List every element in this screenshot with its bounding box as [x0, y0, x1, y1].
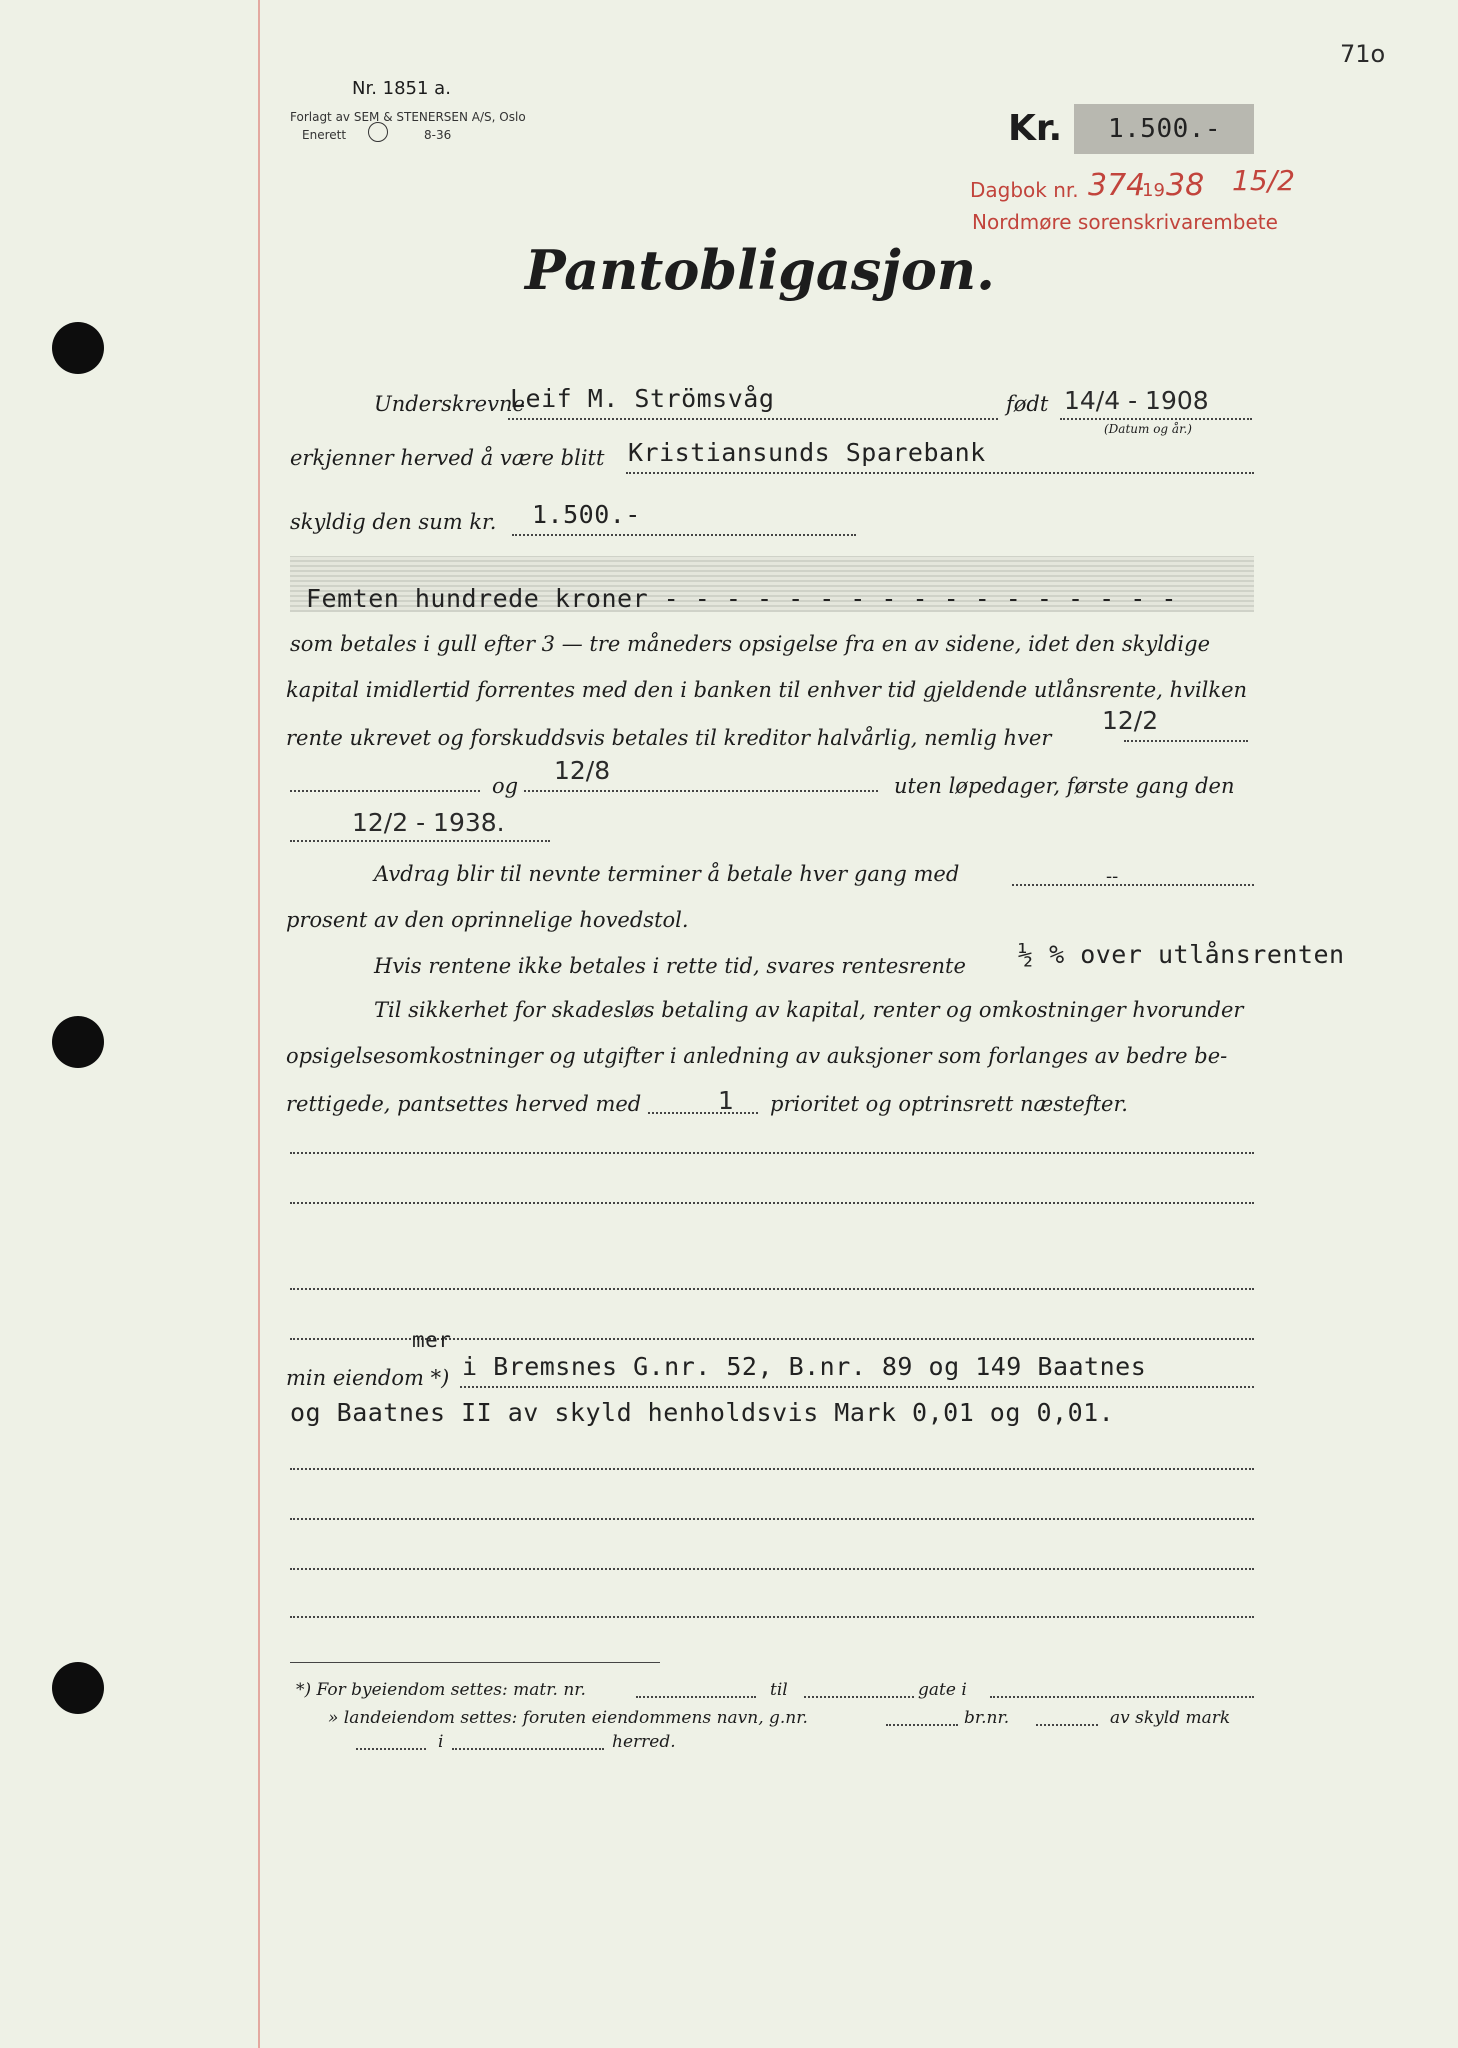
blank-line: [290, 1152, 1254, 1154]
footnote-line-2c: av skyld mark: [1110, 1708, 1231, 1728]
penalty-interest-value: ½ % over utlånsrenten: [1018, 940, 1345, 969]
footnote-line-1a: *) For byeiendom settes: matr. nr.: [296, 1680, 586, 1700]
first-payment-date: 12/2 - 1938.: [352, 808, 505, 837]
born-value: 14/4 - 1908: [1064, 386, 1209, 415]
body-line-1: som betales i gull efter 3 — tre måneders opsigelse fra en av sidene, idet den skyldige: [290, 632, 1211, 656]
first-payment-dotline: [290, 840, 550, 842]
stamp-year-prefix: 19: [1142, 180, 1165, 201]
stamp-dagbok-label: Dagbok nr.: [970, 178, 1079, 202]
footnote-dotline: [356, 1748, 426, 1750]
amount-label: Kr.: [1008, 108, 1063, 149]
body-line-4-tail: uten løpedager, første gang den: [894, 774, 1235, 798]
sum-label: skyldig den sum kr.: [290, 510, 497, 534]
punch-hole-bottom: [52, 1662, 104, 1714]
publisher-line: Forlagt av SEM & STENERSEN A/S, Oslo: [290, 110, 526, 124]
priority-value: 1: [718, 1086, 734, 1115]
property-line-2: og Baatnes II av skyld henholdsvis Mark 0,01 og 0,01.: [290, 1398, 1115, 1427]
undersigned-dotline: [508, 418, 998, 420]
footnote-line-2a: » landeiendom settes: foruten eiendommens navn, g.nr.: [328, 1708, 808, 1728]
footnote-line-3b: herred.: [612, 1732, 676, 1752]
avdrag-dotline: [1012, 884, 1254, 886]
term-1-dotline: [1124, 740, 1248, 742]
sum-value: 1.500.-: [532, 500, 641, 529]
footnote-line-1c: gate i: [918, 1680, 967, 1700]
stamp-dagbok-number: 374: [1088, 168, 1146, 203]
blank-line: [290, 1202, 1254, 1204]
penalty-interest-text: Hvis rentene ikke betales i rette tid, svares rentesrente: [374, 954, 966, 978]
footnote-dotline: [636, 1696, 756, 1698]
creditor-value: Kristiansunds Sparebank: [628, 438, 986, 467]
born-dotline: [1060, 418, 1252, 420]
term-line-lead-dotline: [290, 790, 480, 792]
born-note: (Datum og år.): [1104, 422, 1192, 436]
footnote-dotline: [804, 1696, 914, 1698]
footnote-rule: [290, 1662, 660, 1663]
term-1-value: 12/2: [1102, 706, 1159, 735]
property-line-1: i Bremsnes G.nr. 52, B.nr. 89 og 149 Baatnes: [462, 1352, 1147, 1381]
born-label: født: [1006, 392, 1049, 416]
body-line-3: rente ukrevet og forskuddsvis betales til kreditor halvårlig, nemlig hver: [286, 726, 1052, 750]
body-line-2: kapital imidlertid forrentes med den i banken til enhver tid gjeldende utlånsrente, hvilken: [286, 678, 1248, 702]
blank-line: [290, 1616, 1254, 1618]
undersigned-label: Underskrevne: [374, 392, 525, 416]
security-line-3b: prioritet og optrinsrett næstefter.: [770, 1092, 1128, 1116]
page-number: 71o: [1340, 40, 1386, 68]
property-label: min eiendom *): [286, 1366, 450, 1390]
priority-dotline: [648, 1112, 758, 1114]
footnote-dotline: [886, 1724, 958, 1726]
blank-line: [290, 1288, 1254, 1290]
avdrag-value: --: [1106, 866, 1119, 887]
and-label: og: [492, 774, 519, 798]
sum-dotline: [512, 534, 856, 536]
margin-rule: [258, 0, 260, 2048]
sum-words-value: Femten hundrede kroner - - - - - - - - - - - - - - - - -: [306, 584, 1177, 613]
blank-line: [290, 1518, 1254, 1520]
publisher-date: 8-36: [424, 128, 452, 142]
publisher-enerett: Enerett: [302, 128, 347, 142]
amount-box: [1074, 104, 1254, 154]
footnote-line-2b: br.nr.: [964, 1708, 1010, 1728]
footnote-line-3a: i: [438, 1732, 444, 1752]
acknowledge-label: erkjenner herved å være blitt: [290, 446, 605, 470]
term-2-dotline: [524, 790, 878, 792]
undersigned-value: Leif M. Strömsvåg: [510, 384, 775, 413]
footnote-line-1b: til: [770, 1680, 788, 1700]
blank-line: [290, 1568, 1254, 1570]
property-dotline-1: [460, 1386, 1254, 1388]
stamp-date: 15/2: [1232, 164, 1295, 197]
stamp-office: Nordmøre sorenskrivarembete: [972, 210, 1278, 234]
mer-insert: mer: [412, 1328, 452, 1352]
amount-value: 1.500.-: [1108, 114, 1222, 144]
punch-hole-top: [52, 322, 104, 374]
form-number: Nr. 1851 a.: [352, 78, 451, 99]
footnote-dotline: [1036, 1724, 1098, 1726]
document-title: Pantobligasjon.: [525, 238, 995, 302]
avdrag-text: Avdrag blir til nevnte terminer å betale hver gang med: [374, 862, 960, 886]
stamp-year-suffix: 38: [1166, 168, 1205, 203]
prosent-text: prosent av den oprinnelige hovedstol.: [286, 908, 689, 932]
footnote-dotline: [452, 1748, 604, 1750]
footnote-dotline: [990, 1696, 1254, 1698]
term-2-value: 12/8: [554, 756, 611, 785]
security-line-3a: rettigede, pantsettes herved med: [286, 1092, 642, 1116]
security-line-2: opsigelsesomkostninger og utgifter i anledning av auksjoner som forlanges av bedre be-: [286, 1044, 1228, 1068]
punch-hole-middle: [52, 1016, 104, 1068]
security-line-1: Til sikkerhet for skadesløs betaling av kapital, renter og omkostninger hvorunder: [374, 998, 1244, 1022]
publisher-logo-icon: [368, 122, 388, 142]
creditor-dotline: [626, 472, 1254, 474]
blank-line: [290, 1468, 1254, 1470]
